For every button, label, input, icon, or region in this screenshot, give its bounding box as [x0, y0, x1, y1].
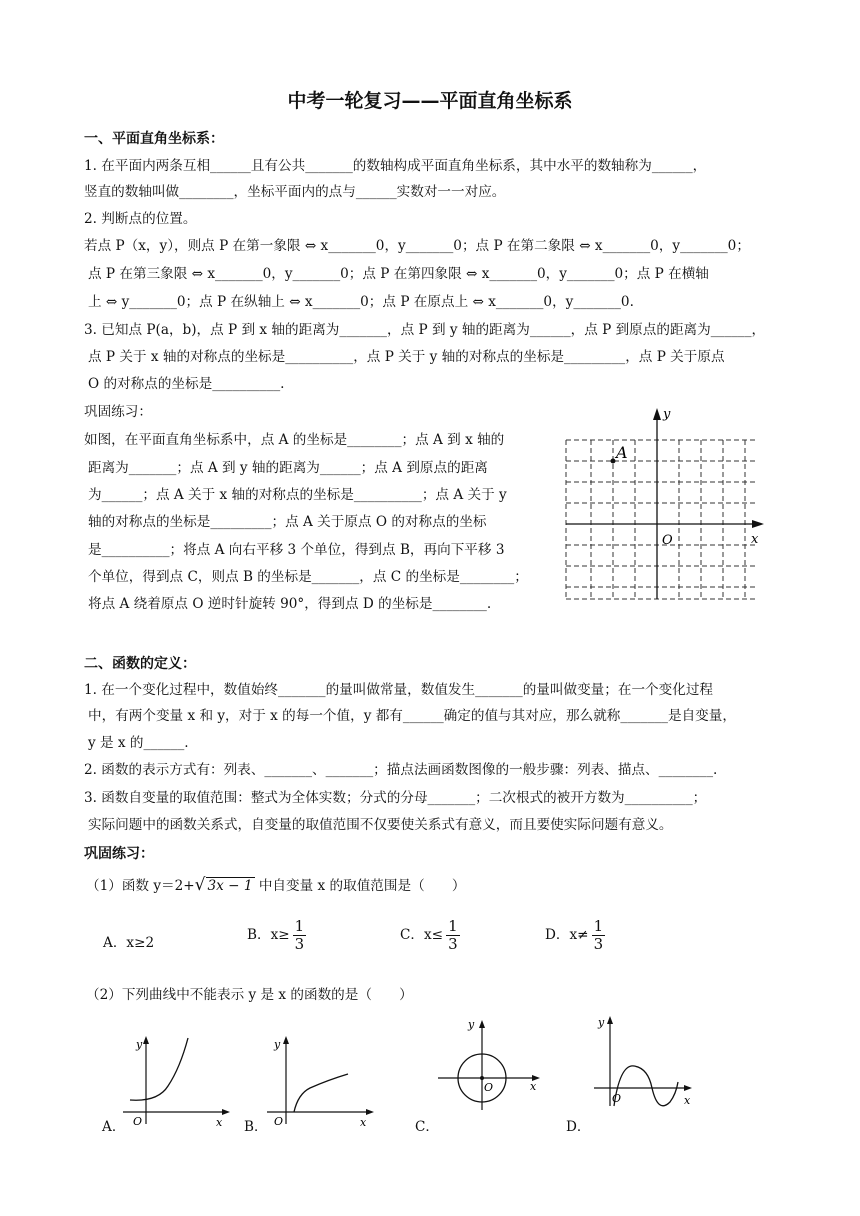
s1-line-9: O 的对称点的坐标是__________. — [88, 376, 285, 392]
grid-x-label: x — [751, 532, 759, 547]
q2-option-b-label: B． — [244, 1119, 268, 1135]
graph-b-origin-label: O — [274, 1115, 284, 1128]
fraction-numerator: 1 — [294, 917, 305, 935]
s2-line-1: 1. 在一个变化过程中，数值始终_______的量叫做常量，数值发生_______的量叫做变量；在一个变化过程 — [84, 682, 714, 698]
graph-a-origin-label: O — [133, 1115, 143, 1128]
fraction-denominator: 3 — [294, 935, 305, 953]
s1-line-3: 2. 判断点的位置。 — [84, 211, 197, 227]
fraction-numerator: 1 — [593, 917, 604, 935]
s2-line-2: 中，有两个变量 x 和 y，对于 x 的每一个值，y 都有______确定的值与其对应，那么就称_______是自变量， — [88, 708, 736, 724]
fraction-denominator: 3 — [448, 935, 458, 953]
s1-line-4: 若点 P（x，y），则点 P 在第一象限 ⇔ x_______0，y_______0；点 P 在第二象限 ⇔ x_______0，y_______0； — [84, 238, 750, 254]
s1-practice-line-6: 个单位，得到点 C，则点 B 的坐标是_______，点 C 的坐标是________； — [88, 569, 528, 585]
q2-option-c-label: C． — [415, 1119, 439, 1135]
q2-option-d-label: D． — [566, 1119, 591, 1135]
q2-stem: （2）下列曲线中不能表示 y 是 x 的函数的是（ ） — [86, 987, 413, 1003]
grid-point-a-label: A — [616, 443, 628, 462]
q1-option-b[interactable] — [247, 918, 306, 953]
s1-practice-line-4: 轴的对称点的坐标是_________；点 A 关于原点 O 的对称点的坐标 — [88, 514, 487, 530]
s2-practice-heading: 巩固练习： — [84, 846, 154, 862]
q1-option-b-fraction — [293, 918, 307, 953]
coordinate-grid-figure — [558, 404, 770, 604]
q1-option-c-fraction — [446, 918, 460, 953]
s1-line-7: 3. 已知点 P(a，b)，点 P 到 x 轴的距离为_______，点 P 到 y 轴的距离为______，点 P 到原点的距离为______， — [84, 322, 766, 338]
s1-line-2: 竖直的数轴叫做________，坐标平面内的点与______实数对一一对应。 — [84, 184, 506, 200]
q1-option-c[interactable] — [400, 918, 460, 953]
s1-practice-line-5: 是__________；将点 A 向右平移 3 个单位，得到点 B，再向下平移 3 — [88, 542, 505, 558]
s1-line-6: 上 ⇔ y_______0；点 P 在纵轴上 ⇔ x_______0；点 P 在原点上 ⇔ x_______0，y_______0. — [88, 294, 634, 310]
graph-a[interactable] — [118, 1032, 238, 1132]
q1-option-d[interactable] — [545, 918, 605, 953]
graph-c-y-label: y — [468, 1018, 475, 1031]
s1-practice-line-1: 如图，在平面直角坐标系中，点 A 的坐标是________；点 A 到 x 轴的 — [84, 432, 505, 448]
graph-b-y-label: y — [274, 1038, 281, 1051]
q1-option-b-label: B．x≥ — [247, 927, 290, 943]
s1-practice-line-3: 为______；点 A 关于 x 轴的对称点的坐标是__________；点 A 关于 y — [88, 487, 507, 503]
graph-c[interactable] — [432, 1014, 552, 1114]
graph-b-x-label: x — [360, 1116, 367, 1129]
q1-option-a[interactable]: A．x≥2 — [103, 935, 155, 951]
graph-d-origin-label: O — [612, 1092, 622, 1105]
section-1-heading: 一、平面直角坐标系： — [84, 131, 224, 147]
s1-line-8: 点 P 关于 x 轴的对称点的坐标是__________，点 P 关于 y 轴的对称点的坐标是_________，点 P 关于原点 — [88, 349, 725, 365]
graph-d[interactable] — [590, 1010, 700, 1110]
fraction-numerator: 1 — [448, 917, 458, 935]
section-2-heading: 二、函数的定义： — [84, 656, 196, 672]
s1-line-5: 点 P 在第三象限 ⇔ x_______0，y_______0；点 P 在第四象限 ⇔ x_______0，y_______0；点 P 在横轴 — [88, 266, 709, 282]
grid-origin-label: O — [662, 533, 673, 548]
s1-practice-heading: 巩固练习： — [84, 404, 152, 420]
s1-practice-line-7: 将点 A 绕着原点 O 逆时针旋转 90°，得到点 D 的坐标是________. — [88, 596, 492, 612]
s2-line-4: 2. 函数的表示方式有：列表、_______、_______；描点法画函数图像的一般步骤：列表、描点、________. — [84, 762, 718, 778]
s2-line-3: y 是 x 的______. — [88, 735, 189, 751]
q1-option-c-label: C．x≤ — [400, 927, 444, 943]
q1-option-d-label: D．x≠ — [545, 927, 589, 943]
page-title: 中考一轮复习——平面直角坐标系 — [287, 90, 573, 112]
graph-c-origin-label: O — [484, 1081, 494, 1094]
q1-stem — [86, 875, 786, 896]
s1-line-1: 1. 在平面内两条互相______且有公共_______的数轴构成平面直角坐标系，其中水平的数轴称为______， — [84, 158, 707, 174]
graph-d-x-label: x — [684, 1094, 691, 1107]
s2-line-5: 3. 函数自变量的取值范围：整式为全体实数；分式的分母_______；二次根式的被开方数为__________； — [84, 790, 707, 806]
q1-stem-before: （1）函数 y＝2+ — [86, 878, 195, 894]
graph-a-y-label: y — [136, 1038, 143, 1051]
q2-option-a-label: A． — [102, 1119, 126, 1135]
q1-option-d-fraction — [592, 918, 606, 953]
q1-radicand: 3x − 1 — [207, 878, 253, 894]
sqrt-sign: √ — [194, 875, 206, 895]
graph-c-x-label: x — [530, 1080, 537, 1093]
fraction-denominator: 3 — [593, 935, 604, 953]
graph-a-x-label: x — [216, 1116, 223, 1129]
s1-practice-line-2: 距离为_______；点 A 到 y 轴的距离为______；点 A 到原点的距离 — [88, 460, 488, 476]
s2-line-6: 实际问题中的函数关系式，自变量的取值范围不仅要使关系式有意义，而且要使实际问题有意义。 — [88, 817, 673, 833]
graph-b[interactable] — [262, 1032, 382, 1132]
grid-y-label: y — [663, 407, 671, 422]
graph-d-y-label: y — [598, 1016, 605, 1029]
q1-stem-after: 中自变量 x 的取值范围是（ ） — [254, 878, 466, 894]
